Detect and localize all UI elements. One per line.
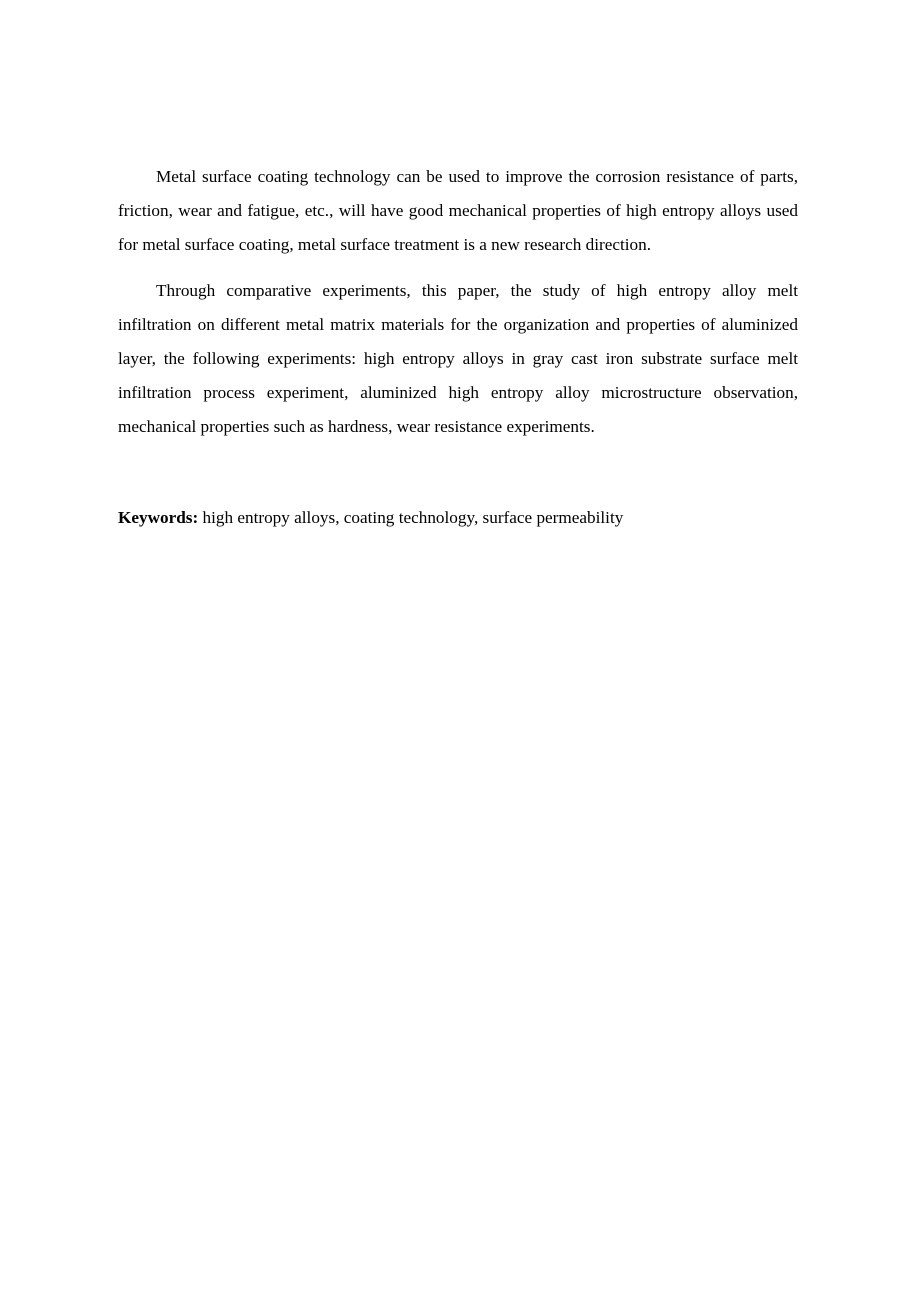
abstract-paragraph-2: Through comparative experiments, this paper, the study of high entropy alloy melt infiltration on different metal matrix materials for the organization and properties of aluminized layer, the following experiments: high entropy alloys in gray cast iron substrate surface melt infiltration process experiment, aluminized high entropy alloy microstructure observation, mechanical properties such as hardness, wear resistance experiments. [118,281,798,436]
abstract-body [118,160,798,444]
keywords-text: high entropy alloys, coating technology, surface permeability [202,508,624,527]
abstract-paragraph-1: Metal surface coating technology can be used to improve the corrosion resistance of parts, friction, wear and fatigue, etc., will have good mechanical properties of high entropy alloys used for metal surface coating, metal surface treatment is a new research direction. [118,167,798,254]
keywords-line [118,503,798,533]
keywords-label: Keywords: [118,508,199,527]
